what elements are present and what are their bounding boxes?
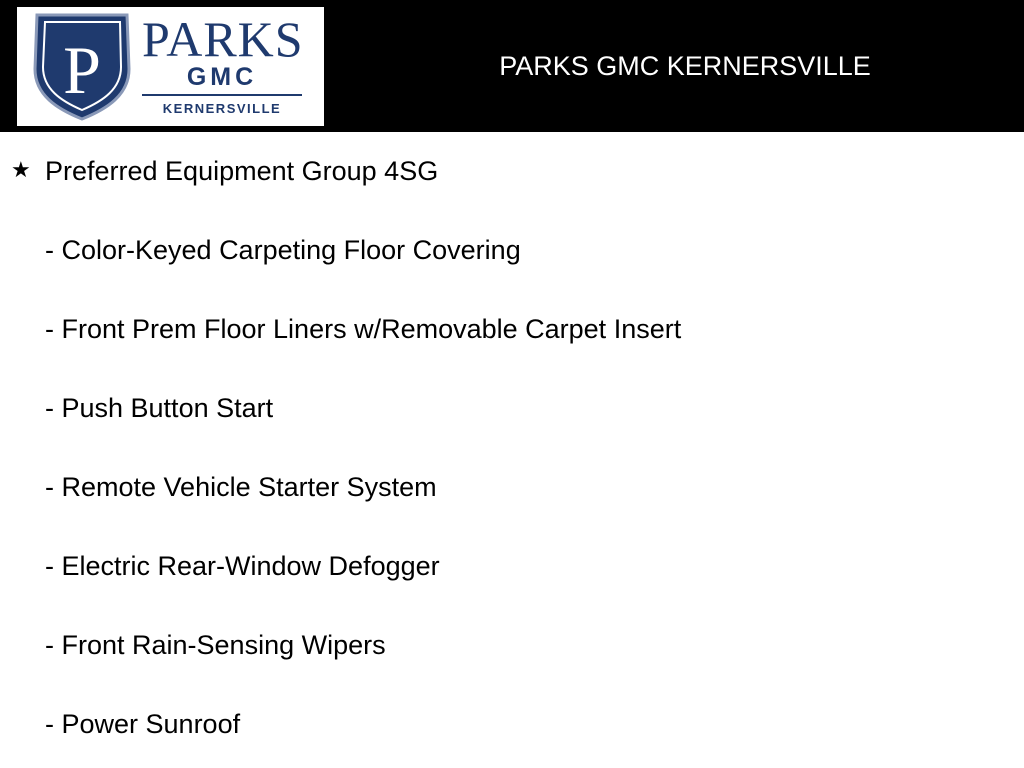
list-item bbox=[0, 527, 1024, 606]
list-item-text: - Remote Vehicle Starter System bbox=[45, 472, 437, 502]
list-item-text: - Front Rain-Sensing Wipers bbox=[45, 630, 386, 660]
equipment-group bbox=[0, 132, 1024, 211]
dealer-logo bbox=[17, 7, 324, 126]
list-item-text: - Power Sunroof bbox=[45, 709, 241, 739]
list-item bbox=[0, 290, 1024, 369]
star-icon: ★ bbox=[11, 157, 31, 182]
header-bar bbox=[0, 0, 1024, 132]
list-item bbox=[0, 211, 1024, 290]
equipment-group-title: Preferred Equipment Group 4SG bbox=[45, 156, 439, 186]
list-item bbox=[0, 685, 1024, 764]
list-item bbox=[0, 606, 1024, 685]
logo-word-parks: PARKS bbox=[142, 11, 304, 67]
logo-word-city: KERNERSVILLE bbox=[162, 101, 282, 116]
list-item-text: - Push Button Start bbox=[45, 393, 274, 423]
dealer-title: PARKS GMC KERNERSVILLE bbox=[499, 51, 871, 81]
list-item-text: - Front Prem Floor Liners w/Removable Carpet Insert bbox=[45, 314, 682, 344]
list-item-text: - Electric Rear-Window Defogger bbox=[45, 551, 440, 581]
logo-word-gmc: GMC bbox=[186, 63, 258, 91]
list-item-text: - Color-Keyed Carpeting Floor Covering bbox=[45, 235, 521, 265]
list-item bbox=[0, 448, 1024, 527]
shield-letter: P bbox=[63, 32, 101, 108]
equipment-items bbox=[0, 211, 1024, 764]
equipment-list bbox=[0, 132, 1024, 764]
list-item bbox=[0, 369, 1024, 448]
